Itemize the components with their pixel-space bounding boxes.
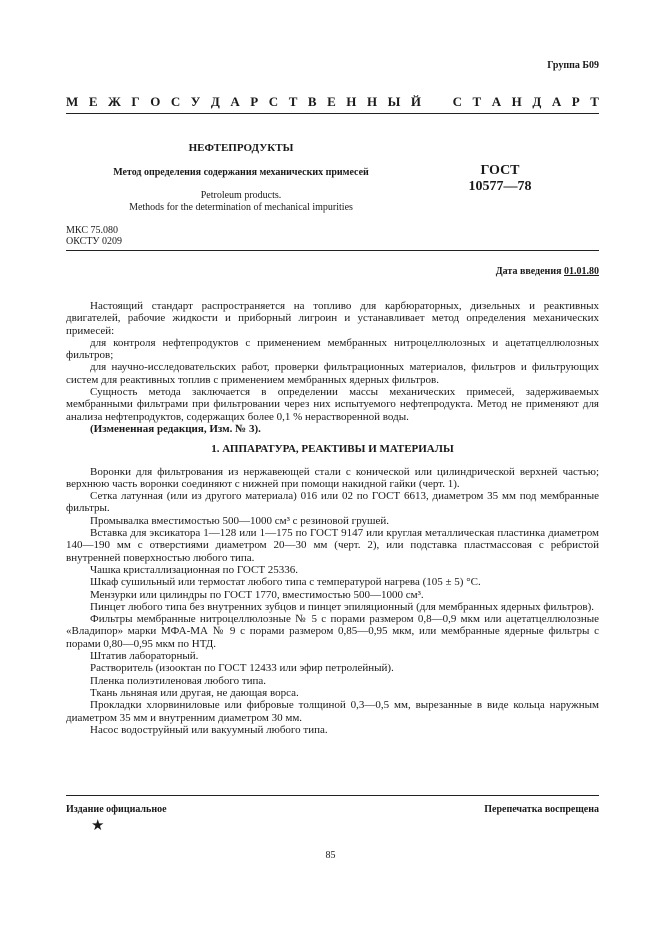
- section-heading: 1. АППАРАТУРА, РЕАКТИВЫ И МАТЕРИАЛЫ: [211, 443, 454, 456]
- banner-letter: Р: [250, 94, 259, 109]
- mks-code: МКС 75.080: [66, 225, 118, 236]
- okstu-code: ОКСТУ 0209: [66, 236, 123, 247]
- banner-letter: Е: [327, 94, 336, 109]
- banner-rule: [66, 113, 599, 114]
- equipment-item: Ткань льняная или другая, не дающая ворса.: [90, 686, 299, 699]
- banner-letter: Ж: [108, 94, 121, 109]
- equipment-item: Вставка для эксикатора 1—128 или 1—175 по ГОСТ 9147 или круглая металлическая пластинка диаметром 140—190 мм с отверстиями диаметром 20—30 мм (черт. 2), или подставка пластмассовая с ребристой внутренней поверхностью любого типа.: [66, 527, 599, 564]
- banner-letter: М: [66, 94, 79, 109]
- english-title-line2: Methods for the determination of mechanical impurities: [129, 202, 353, 213]
- document-subtitle: Метод определения содержания механических примесей: [113, 167, 369, 178]
- banner-letter: Н: [511, 94, 522, 109]
- banner-letter: С: [170, 94, 181, 109]
- banner-letter: В: [307, 94, 317, 109]
- banner-letter: Н: [346, 94, 357, 109]
- footer-rule: [66, 795, 599, 796]
- star-icon: ★: [91, 818, 105, 834]
- intro-paragraph: Сущность метода заключается в определении массы механических примесей, задерживаемых мембранными фильтрами при фильтровании через них испытуемого нефтепродукта. Метод не применяют для анализа нефтепродуктов, содержащих более 0,1 % нерастворенной воды.: [66, 386, 599, 423]
- document-body: [66, 300, 599, 736]
- banner-letter: А: [491, 94, 502, 109]
- english-title: [66, 190, 416, 214]
- banner-letter: Т: [472, 94, 482, 109]
- banner-letter: Ы: [387, 94, 401, 109]
- banner-letter: А: [551, 94, 562, 109]
- banner-letter: Т: [590, 94, 599, 109]
- banner-letter: С: [452, 94, 463, 109]
- equipment-item: Прокладки хлорвиниловые или фибровые толщиной 0,3—0,5 мм, вырезанные в виде кольца наружным диаметром 35 мм и внутренним диаметром 30 мм.: [66, 699, 599, 724]
- equipment-item: Насос водоструйный или вакуумный любого типа.: [90, 723, 328, 736]
- banner-letter: Е: [88, 94, 98, 109]
- intro-paragraph: для контроля нефтепродуктов с применением мембранных нитроцеллюлозных и ацетатцеллюлозных фильтров;: [66, 336, 599, 362]
- reprint-prohibited-note: Перепечатка воспрещена: [484, 804, 599, 815]
- banner-letter: Й: [410, 94, 422, 109]
- english-title-line1: Petroleum products.: [200, 190, 282, 201]
- banner-letter: Т: [288, 94, 298, 109]
- banner-letter: Г: [131, 94, 140, 109]
- banner-letter: С: [268, 94, 279, 109]
- equipment-item: Мензурки или цилиндры по ГОСТ 1770, вместимостью 500—1000 см³.: [90, 588, 424, 601]
- banner-letter: Д: [210, 94, 220, 109]
- equipment-item: Штатив лабораторный.: [90, 650, 199, 663]
- banner-letter: О: [150, 94, 161, 109]
- group-code: Группа Б09: [547, 60, 599, 71]
- equipment-item: Чашка кристаллизационная по ГОСТ 25336.: [90, 563, 299, 576]
- gost-label: ГОСТ: [480, 163, 520, 178]
- effective-date-label: Дата введения: [495, 266, 562, 277]
- equipment-item: Воронки для фильтрования из нержавеющей стали с конической или цилиндрической верхней частью; верхнюю часть воронки соединяют с нижней при помощи накидной гайки (черт. 1).: [66, 465, 599, 490]
- interstate-standard-banner: [66, 94, 599, 110]
- banner-letter: Р: [571, 94, 580, 109]
- equipment-item: Пленка полиэтиленовая любого типа.: [90, 674, 267, 687]
- effective-date-value: 01.01.80: [564, 266, 599, 277]
- equipment-item: Промывалка вместимостью 500—1000 см³ с резиновой грушей.: [90, 514, 390, 527]
- intro-paragraph: Настоящий стандарт распространяется на топливо для карбюраторных, дизельных и реактивных двигателей, рабочие жидкости и приборный лигроин и устанавливает метод определения механических примесей:: [66, 300, 599, 337]
- gost-designation: [440, 163, 560, 195]
- intro-paragraph: для научно-исследовательских работ, проверки фильтрационных материалов, фильтров и фильтрующих систем для реактивных топлив с применением мембранных ядерных фильтров.: [66, 361, 599, 386]
- banner-letter: Д: [532, 94, 542, 109]
- document-title: НЕФТЕПРОДУКТЫ: [188, 142, 294, 154]
- banner-letter: У: [190, 94, 201, 109]
- equipment-item: Фильтры мембранные нитроцеллюлозные № 5 с порами размером 0,8—0,9 мкм или ацетатцеллюлозные «Владипор» марки МФА-МА № 9 с порами размером 0,85—0,95 мкм, или мембранные ядерные фильтры с порами 0,80—0,95 мкм по НТД.: [66, 613, 599, 650]
- effective-date: [496, 266, 599, 277]
- official-edition-note: Издание официальное: [66, 804, 167, 815]
- equipment-item: Шкаф сушильный или термостат любого типа с температурой нагрева (105 ± 5) °С.: [90, 576, 481, 589]
- page-number: 85: [325, 850, 336, 861]
- revision-note: (Измененная редакция, Изм. № 3).: [90, 422, 261, 435]
- banner-letter: Н: [366, 94, 378, 109]
- header-rule: [66, 250, 599, 251]
- gost-number: 10577—78: [468, 179, 532, 194]
- banner-letter: А: [230, 94, 240, 109]
- classification-codes: [66, 225, 122, 247]
- equipment-item: Сетка латунная (или из другого материала) 016 или 02 по ГОСТ 6613, диаметром 35 мм под мембранные фильтры.: [66, 490, 599, 515]
- equipment-item: Растворитель (изооктан по ГОСТ 12433 или эфир петролейный).: [90, 662, 394, 675]
- equipment-item: Пинцет любого типа без внутренних зубцов и пинцет эпиляционный (для мембранных ядерных фильтров).: [90, 600, 595, 613]
